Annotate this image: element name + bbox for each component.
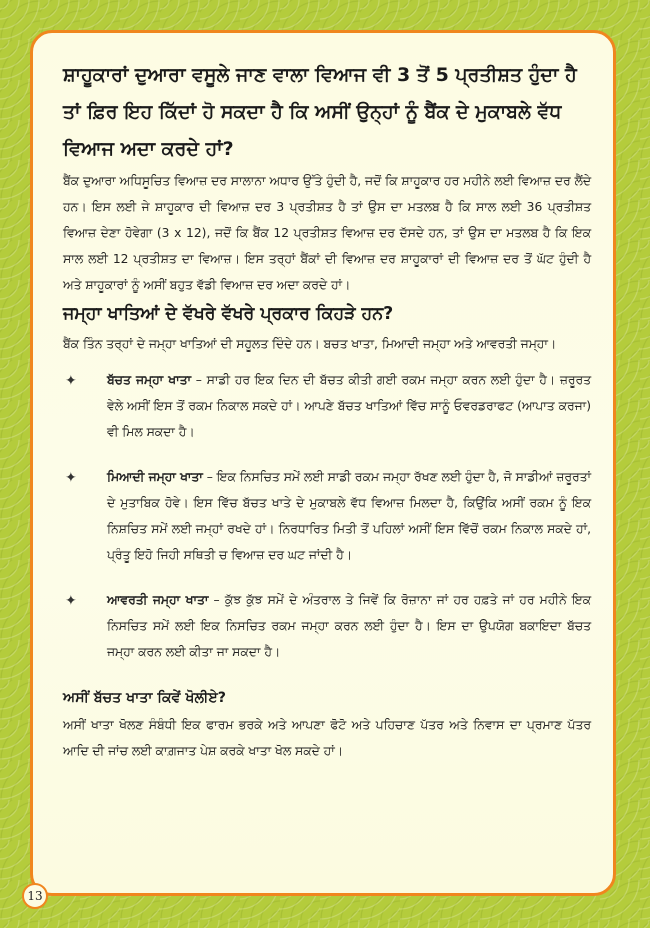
term-savings: ਬੱਚਤ ਜਮ੍ਹਾ ਖਾਤਾ [107,373,191,387]
section-heading-deposit-types: ਜਮ੍ਹਾ ਖਾਤਿਆਂ ਦੇ ਵੱਖਰੇ ਵੱਖਰੇ ਪ੍ਰਕਾਰ ਕਿਹੜੇ ਹਨ? [63,304,394,324]
definition-savings: – ਸਾਡੀ ਹਰ ਇਕ ਦਿਨ ਦੀ ਬੱਚਤ ਕੀਤੀ ਗਈ ਰਕਮ ਜਮ੍ਹਾ ਕਰਨ ਲਈ ਹੁੰਦਾ ਹੈ। ਜ਼ਰੂਰਤ ਵੇਲੇ ਅਸੀਂ ਇਸ ਤੋਂ ਰਕਮ ਨਿਕਾਲ ਸਕਦੇ ਹਾਂ। ਆਪਣੇ ਬੱਚਤ ਖਾਤਿਆਂ ਵਿੱਚ ਸਾਨੂੰ ਓਵਰਡਰਾਫਟ (ਆਪਾਤ ਕਰਜਾ) ਵੀ ਮਿਲ ਸਕਦਾ ਹੈ। [107,373,591,439]
list-item-text [107,587,591,665]
section-heading-open-account: ਅਸੀਂ ਬੱਚਤ ਖਾਤਾ ਕਿਵੇਂ ਖੋਲੀਏ? [63,690,227,706]
definition-fixed: – ਇਕ ਨਿਸਚਿਤ ਸਮੇਂ ਲਈ ਸਾਡੀ ਰਕਮ ਜਮ੍ਹਾ ਰੱਖਣ ਲਈ ਹੁੰਦਾ ਹੈ, ਜੋ ਸਾਡੀਆਂ ਜ਼ਰੂਰਤਾਂ ਦੇ ਮੁਤਾਬਿਕ ਹੋਵੇ। ਇਸ ਵਿੱਚ ਬੱਚਤ ਖਾਤੇ ਦੇ ਮੁਕਾਬਲੇ ਵੱਧ ਵਿਆਜ਼ ਮਿਲਦਾ ਹੈ, ਕਿਉਂਕਿ ਅਸੀਂ ਰਕਮ ਨੂੰ ਇਕ ਨਿਸ਼ਚਿਤ ਸਮੇਂ ਲਈ ਜਮ੍ਹਾਂ ਰਖਦੇ ਹਾਂ। ਨਿਰਧਾਰਿਤ ਮਿਤੀ ਤੋਂ ਪਹਿਲਾਂ ਅਸੀਂ ਇਸ ਵਿੱਚੋਂ ਰਕਮ ਨਿਕਾਲ ਸਕਦੇ ਹਾਂ, ਪ੍ਰੰਤੂ ਇਹੋ ਜਿਹੀ ਸਥਿਤੀ ਚ ਵਿਆਜ਼ ਦਰ ਘਟ ਜਾਂਦੀ ਹੈ। [107,470,591,562]
paragraph-open-account: ਅਸੀਂ ਖਾਤਾ ਖੋਲਣ ਸੰਬੰਧੀ ਇਕ ਫਾਰਮ ਭਰਕੇ ਅਤੇ ਆਪਣਾ ਫੋਟੋ ਅਤੇ ਪਹਿਚਾਣ ਪੱਤਰ ਅਤੇ ਨਿਵਾਸ ਦਾ ਪ੍ਰਮਾਣ ਪੱਤਰ ਆਦਿ ਦੀ ਜਾਂਚ ਲਈ ਕਾਗ਼ਜਾਤ ਪੇਸ਼ ਕਰਕੇ ਖਾਤਾ ਖੋਲ ਸਕਦੇ ਹਾਂ। [63,718,591,758]
paragraph-deposit-intro: ਬੈਂਕ ਤਿੰਨ ਤਰ੍ਹਾਂ ਦੇ ਜਮ੍ਹਾ ਖਾਤਿਆਂ ਦੀ ਸਹੂਲਤ ਦਿੰਦੇ ਹਨ। ਬਚਤ ਖਾਤਾ, ਮਿਆਦੀ ਜਮ੍ਹਾ ਅਤੇ ਆਵਰਤੀ ਜਮ੍ਹਾ। [63,337,557,351]
content-panel [30,30,616,896]
term-recurring: ਆਵਰਤੀ ਜਮ੍ਹਾ ਖਾਤਾ [107,593,209,607]
list-item-fixed [63,464,591,568]
list-item-savings [63,367,591,445]
list-item-text [107,464,591,568]
section-heading-interest-comparison: ਸ਼ਾਹੂਕਾਰਾਂ ਦੁਆਰਾ ਵਸੂਲੇ ਜਾਣ ਵਾਲਾ ਵਿਆਜ ਵੀ 3 ਤੋਂ 5 ਪ੍ਰਤੀਸ਼ਤ ਹੁੰਦਾ ਹੈ ਤਾਂ ਫ਼ਿਰ ਇਹ ਕਿੱਦਾਂ ਹੋ ਸਕਦਾ ਹੈ ਕਿ ਅਸੀਂ ਉਨ੍ਹਾਂ ਨੂੰ ਬੈਂਕ ਦੇ ਮੁਕਾਬਲੇ ਵੱਧ ਵਿਆਜ ਅਦਾ ਕਰਦੇ ਹਾਂ? [63,64,577,160]
diamond-bullet-icon: ✦ [65,470,77,486]
definition-recurring: – ਕੁੱਝ ਕੁੱਝ ਸਮੇਂ ਦੇ ਅੰਤਰਾਲ ਤੇ ਜਿਵੇਂ ਕਿ ਰੋਜ਼ਾਨਾ ਜਾਂ ਹਰ ਹਫ਼ਤੇ ਜਾਂ ਹਰ ਮਹੀਨੇ ਇਕ ਨਿਸਚਿਤ ਸਮੇਂ ਲਈ ਇਕ ਨਿਸਚਿਤ ਰਕਮ ਜਮ੍ਹਾ ਕਰਨ ਲਈ ਹੁੰਦਾ ਹੈ। ਇਸ ਦਾ ਉਪਯੋਗ ਬਕਾਇਦਾ ਬੱਚਤ ਜਮ੍ਹਾ ਕਰਨ ਲਈ ਕੀਤਾ ਜਾ ਸਕਦਾ ਹੈ। [107,593,591,659]
diamond-bullet-icon: ✦ [65,373,77,389]
deposit-types-list [63,367,591,665]
list-item-text [107,367,591,445]
term-fixed: ਮਿਆਦੀ ਜਮ੍ਹਾ ਖਾਤਾ [107,470,203,484]
list-item-recurring [63,587,591,665]
page-number: 13 [22,883,48,909]
paragraph-interest-explanation: ਬੈਂਕ ਦੁਆਰਾ ਅਧਿਸੂਚਿਤ ਵਿਆਜ਼ ਦਰ ਸਾਲਾਨਾ ਅਧਾਰ ਉੱਤੇ ਹੁੰਦੀ ਹੈ, ਜਦੋਂ ਕਿ ਸ਼ਾਹੂਕਾਰ ਹਰ ਮਹੀਨੇ ਲਈ ਵਿਆਜ਼ ਦਰ ਲੈਂਦੇ ਹਨ। ਇਸ ਲਈ ਜੇ ਸ਼ਾਹੂਕਾਰ ਦੀ ਵਿਆਜ਼ ਦਰ 3 ਪ੍ਰਤੀਸ਼ਤ ਹੈ ਤਾਂ ਉਸ ਦਾ ਮਤਲਬ ਹੈ ਕਿ ਸਾਲ ਲਈ 36 ਪ੍ਰਤੀਸ਼ਤ ਵਿਆਜ਼ ਦੇਣਾ ਹੋਵੇਗਾ (3 x 12), ਜਦੋਂ ਕਿ ਬੈਂਕ 12 ਪ੍ਰਤੀਸ਼ਤ ਵਿਆਜ਼ ਦਰ ਦੱਸਦੇ ਹਨ, ਤਾਂ ਉਸ ਦਾ ਮਤਲਬ ਹੈ ਕਿ ਇਕ ਸਾਲ ਲਈ 12 ਪ੍ਰਤੀਸ਼ਤ ਦਾ ਵਿਆਜ਼। ਇਸ ਤਰ੍ਹਾਂ ਬੈਂਕਾਂ ਦੀ ਵਿਆਜ਼ ਦਰ ਸ਼ਾਹੂਕਾਰਾਂ ਦੀ ਵਿਆਜ਼ ਦਰ ਤੋਂ ਘੱਟ ਹੁੰਦੀ ਹੈ ਅਤੇ ਸ਼ਾਹੂਕਾਰਾਂ ਨੂੰ ਅਸੀਂ ਬਹੁਤ ਵੱਡੀ ਵਿਆਜ਼ ਦਰ ਅਦਾ ਕਰਦੇ ਹਾਂ। [63,174,591,292]
diamond-bullet-icon: ✦ [65,593,77,609]
